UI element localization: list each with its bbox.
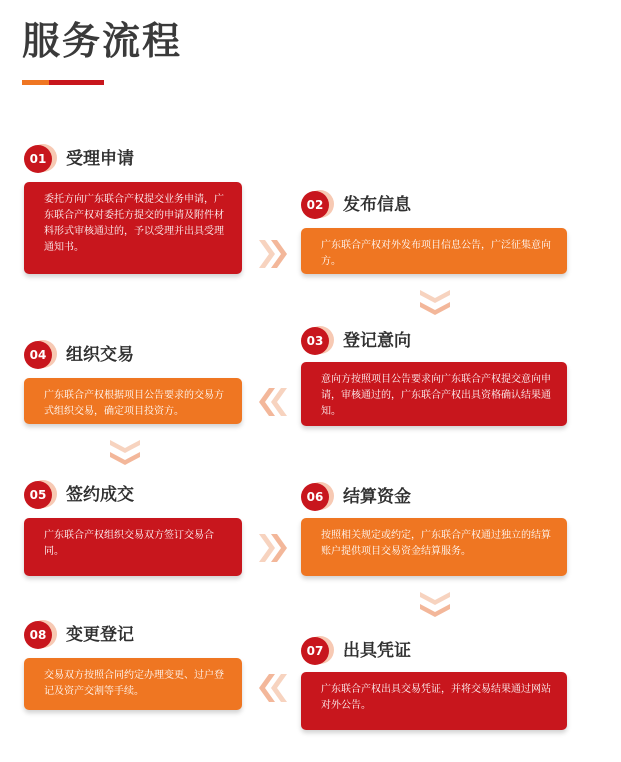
step-07-badge xyxy=(301,636,331,666)
title-underline xyxy=(22,80,104,85)
step-05-box: 广东联合产权组织交易双方签订交易合同。 xyxy=(24,518,242,576)
step-08-badge xyxy=(24,620,54,650)
step-number: 05 xyxy=(24,481,52,509)
step-01-box: 委托方向广东联合产权提交业务申请，广东联合产权对委托方提交的申请及附件材料形式审核通过的，予以受理并出具受理通知书。 xyxy=(24,182,242,274)
step-number: 02 xyxy=(301,191,329,219)
step-05-badge xyxy=(24,480,54,510)
step-06-box: 按照相关规定或约定，广东联合产权通过独立的结算账户提供项目交易资金结算服务。 xyxy=(301,518,567,576)
step-02-box: 广东联合产权对外发布项目信息公告，广泛征集意向方。 xyxy=(301,228,567,274)
step-title: 受理申请 xyxy=(66,149,134,169)
arrow-down-icon xyxy=(418,286,452,322)
arrow-left-icon xyxy=(255,386,291,418)
step-number: 04 xyxy=(24,341,52,369)
arrow-right-icon xyxy=(255,532,291,564)
arrow-right-icon xyxy=(255,238,291,270)
step-title: 签约成交 xyxy=(66,485,134,505)
step-03-box: 意向方按照项目公告要求向广东联合产权提交意向申请，审核通过的，广东联合产权出具资格确认结果通知。 xyxy=(301,362,567,426)
title-underline-orange xyxy=(22,80,49,85)
step-06-badge xyxy=(301,482,331,512)
step-number: 07 xyxy=(301,637,329,665)
page-title: 服务流程 xyxy=(22,19,183,63)
title-underline-red xyxy=(49,80,104,85)
step-number: 03 xyxy=(301,327,329,355)
step-title: 登记意向 xyxy=(343,331,411,351)
step-07-box: 广东联合产权出具交易凭证，并将交易结果通过网站对外公告。 xyxy=(301,672,567,730)
step-title: 变更登记 xyxy=(66,625,134,645)
step-04-badge xyxy=(24,340,54,370)
step-number: 06 xyxy=(301,483,329,511)
step-title: 结算资金 xyxy=(343,487,411,507)
step-02-badge xyxy=(301,190,331,220)
arrow-down-icon xyxy=(418,588,452,624)
arrow-down-icon xyxy=(108,436,142,472)
step-title: 出具凭证 xyxy=(343,641,411,661)
step-title: 组织交易 xyxy=(66,345,134,365)
step-number: 08 xyxy=(24,621,52,649)
step-title: 发布信息 xyxy=(343,195,411,215)
step-01-badge xyxy=(24,144,54,174)
step-03-badge xyxy=(301,326,331,356)
step-number: 01 xyxy=(24,145,52,173)
step-04-box: 广东联合产权根据项目公告要求的交易方式组织交易，确定项目投资方。 xyxy=(24,378,242,424)
arrow-left-icon xyxy=(255,672,291,704)
step-08-box: 交易双方按照合同约定办理变更、过户登记及资产交割等手续。 xyxy=(24,658,242,710)
